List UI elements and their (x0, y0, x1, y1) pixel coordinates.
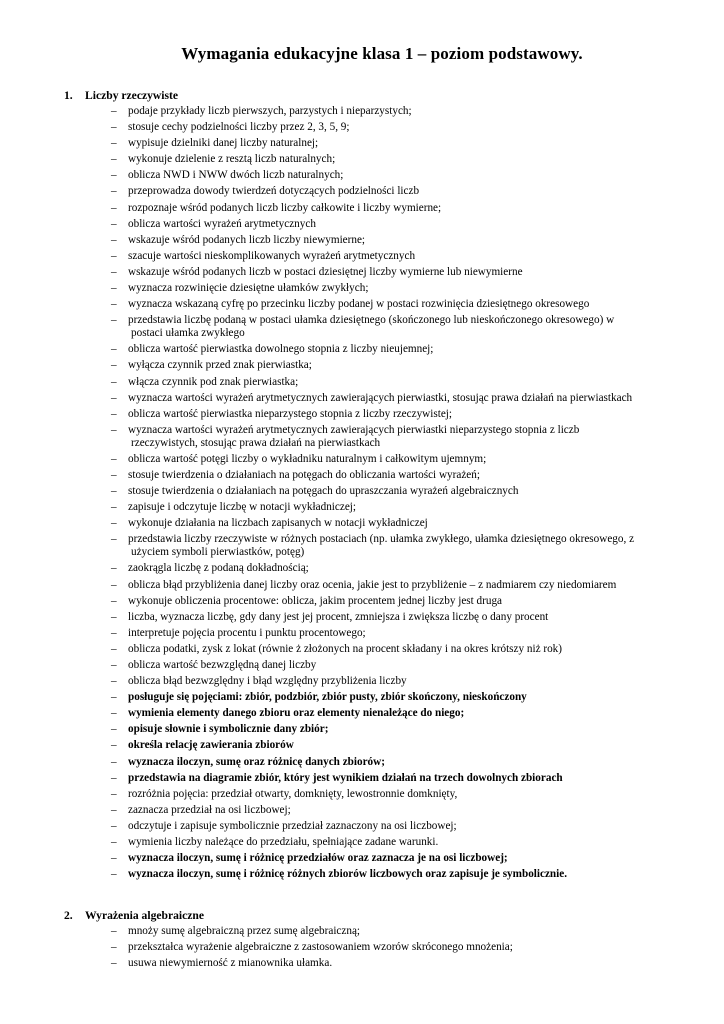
bullet-dash: – (111, 626, 117, 639)
list-item-text: mnoży sumę algebraiczną przez sumę algebraiczną; (128, 925, 361, 937)
list-item-text: liczba, wyznacza liczbę, gdy dany jest jej procent, zmniejsza i zwiększa liczbę o dany procent (128, 610, 549, 623)
bullet-dash: – (111, 105, 117, 117)
section-heading-2 (64, 909, 204, 922)
bullet-dash: – (111, 739, 117, 752)
list-item (0, 836, 724, 849)
bullet-dash: – (111, 803, 117, 816)
list-item (0, 501, 724, 514)
bullet-dash: – (111, 452, 117, 465)
list-item (0, 218, 724, 231)
list-item-text: posługuje się pojęciami: zbiór, podzbiór, zbiór pusty, zbiór skończony, nieskończony (128, 691, 527, 704)
list-item-text: oblicza wartości wyrażeń arytmetycznych (128, 217, 316, 230)
bullet-dash: – (111, 691, 117, 704)
list-item (0, 169, 724, 182)
bullet-dash: – (111, 169, 117, 182)
list-item (0, 723, 724, 736)
list-item (0, 202, 724, 215)
bullet-dash: – (111, 359, 117, 372)
list-item-text: wymienia elementy danego zbioru oraz elementy nienależące do niego; (128, 707, 465, 720)
list-item-text: przekształca wyrażenie algebraiczne z zastosowaniem wzorów skróconego mnożenia; (128, 941, 513, 954)
bullet-dash: – (111, 957, 117, 970)
list-item (0, 392, 724, 405)
section-heading-1 (64, 89, 178, 102)
list-item (0, 579, 724, 592)
bullet-dash: – (111, 343, 117, 356)
bullet-dash: – (111, 282, 117, 295)
section-number: 1. (64, 89, 73, 102)
list-item-text: wyznacza iloczyn, sumę oraz różnicę danych zbiorów; (128, 755, 385, 768)
list-item-text: określa relację zawierania zbiorów (128, 739, 294, 752)
bullet-dash: – (111, 771, 117, 784)
bullet-dash: – (111, 391, 117, 404)
bullet-dash: – (111, 675, 117, 688)
bullet-dash: – (111, 610, 117, 623)
list-item-text: oblicza wartość pierwiastka dowolnego stopnia z liczby nieujemnej; (128, 343, 434, 356)
list-item (0, 957, 724, 970)
section-title: Wyrażenia algebraiczne (85, 909, 205, 922)
list-item (0, 627, 724, 640)
list-item-text: wyznacza rozwinięcie dziesiętne ułamków zwykłych; (128, 282, 369, 295)
list-item (0, 925, 724, 938)
bullet-dash: – (111, 407, 117, 420)
list-item (0, 772, 724, 785)
list-item (0, 852, 724, 865)
list-item-text: zaznacza przedział na osi liczbowej; (128, 803, 291, 816)
list-item-text: usuwa niewymierność z mianownika ułamka. (128, 957, 333, 970)
list-item (0, 675, 724, 688)
list-item (0, 343, 724, 356)
bullet-dash: – (111, 852, 117, 865)
list-item-text: włącza czynnik pod znak pierwiastka; (128, 375, 299, 388)
bullet-dash: – (111, 819, 117, 832)
bullet-dash: – (111, 423, 117, 436)
list-item-text: opisuje słownie i symbolicznie dany zbiór; (128, 723, 329, 736)
bullet-dash: – (111, 375, 117, 388)
list-item (0, 469, 724, 482)
list-item (0, 121, 724, 134)
bullet-dash: – (111, 137, 117, 150)
page-title: Wymagania edukacyjne klasa 1 – poziom podstawowy. (181, 44, 583, 63)
bullet-dash: – (111, 594, 117, 607)
list-item (0, 185, 724, 198)
bullet-dash: – (111, 578, 117, 591)
list-item (0, 804, 724, 817)
list-item (0, 941, 724, 954)
list-item (0, 485, 724, 498)
bullet-dash: – (111, 121, 117, 134)
bullet-dash: – (111, 201, 117, 214)
list-item-text: stosuje cechy podzielności liczby przez 2, 3, 5, 9; (128, 121, 350, 134)
list-item (0, 595, 724, 608)
bullet-dash: – (111, 925, 117, 937)
list-item-text: przeprowadza dowody twierdzeń dotyczących podzielności liczb (128, 185, 420, 198)
list-item-text: wykonuje dzielenie z resztą liczb naturalnych; (128, 153, 336, 166)
list-item-text: odczytuje i zapisuje symbolicznie przedział zaznaczony na osi liczbowej; (128, 819, 457, 832)
bullet-dash: – (111, 787, 117, 800)
list-item (0, 707, 724, 720)
bullet-dash: – (111, 642, 117, 655)
bullet-dash: – (111, 707, 117, 720)
section-number: 2. (64, 909, 73, 922)
requirements-list-2 (0, 925, 724, 973)
bullet-dash: – (111, 501, 117, 514)
list-item (0, 820, 724, 833)
list-item-continuation: rzeczywistych, stosując prawa działań na pierwiastkach (131, 436, 381, 449)
bullet-dash: – (111, 249, 117, 262)
list-item-text: oblicza wartość pierwiastka nieparzystego stopnia z liczby rzeczywistej; (128, 407, 452, 420)
requirements-list-1 (0, 105, 724, 884)
list-item (0, 756, 724, 769)
list-item-text: wyłącza czynnik przed znak pierwiastka; (128, 359, 312, 372)
list-item-text: interpretuje pojęcia procentu i punktu procentowego; (128, 626, 366, 639)
bullet-dash: – (111, 562, 117, 575)
list-item (0, 643, 724, 656)
list-item (0, 137, 724, 150)
list-item (0, 517, 724, 530)
list-item-text: oblicza błąd bezwzględny i błąd względny przybliżenia liczby (128, 675, 407, 688)
list-item-text: stosuje twierdzenia o działaniach na potęgach do upraszczania wyrażeń algebraicznych (128, 485, 519, 498)
list-item-text: zaokrągla liczbę z podaną dokładnością; (128, 562, 309, 575)
list-item-text: wyznacza iloczyn, sumę i różnicę różnych zbiorów liczbowych oraz zapisuje je symbolicznie. (128, 868, 568, 881)
list-item-text: wyznacza iloczyn, sumę i różnicę przedziałów oraz zaznacza je na osi liczbowej; (128, 852, 508, 865)
list-item-text: wskazuje wśród podanych liczb liczby niewymierne; (128, 233, 366, 246)
list-item (0, 739, 724, 752)
list-item-continuation: postaci ułamka zwykłego (131, 327, 245, 340)
list-item (0, 424, 724, 450)
list-item-text: oblicza wartość potęgi liczby o wykładniku naturalnym i całkowitym ujemnym; (128, 452, 487, 465)
list-item-continuation: użyciem symboli pierwiastków, potęg) (131, 546, 305, 559)
list-item-text: zapisuje i odczytuje liczbę w notacji wykładniczej; (128, 501, 357, 514)
list-item (0, 788, 724, 801)
list-item-text: podaje przykłady liczb pierwszych, parzystych i nieparzystych; (128, 105, 412, 117)
list-item-text: szacuje wartości nieskomplikowanych wyrażeń arytmetycznych (128, 249, 416, 262)
list-item-text: wskazuje wśród podanych liczb w postaci dziesiętnej liczby wymierne lub niewymierne (128, 265, 523, 278)
list-item-text: rozróżnia pojęcia: przedział otwarty, domknięty, lewostronnie domknięty, (128, 787, 458, 800)
list-item-text: rozpoznaje wśród podanych liczb liczby całkowite i liczby wymierne; (128, 201, 442, 214)
list-item-text: oblicza podatki, zysk z lokat (równie ż złożonych na procent składany i na okres krótszy niż rok) (128, 642, 562, 655)
bullet-dash: – (111, 659, 117, 671)
list-item-text: stosuje twierdzenia o działaniach na potęgach do obliczania wartości wyrażeń; (128, 468, 480, 481)
list-item-text: wykonuje obliczenia procentowe: oblicza, jakim procentem jednej liczby jest druga (128, 594, 503, 607)
bullet-dash: – (111, 485, 117, 498)
list-item (0, 562, 724, 575)
list-item-text: oblicza błąd przybliżenia danej liczby oraz ocenia, jakie jest to przybliżenie – z nadmiarem czy niedomiarem (128, 578, 617, 591)
list-item-text: wykonuje działania na liczbach zapisanych w notacji wykładniczej (128, 517, 428, 530)
bullet-dash: – (111, 533, 117, 546)
bullet-dash: – (111, 517, 117, 530)
list-item (0, 376, 724, 389)
list-item-text: wyznacza wartości wyrażeń arytmetycznych zawierających pierwiastki, stosując prawa działań na pierwiastkach (128, 391, 633, 404)
bullet-dash: – (111, 233, 117, 246)
list-item (0, 611, 724, 624)
bullet-dash: – (111, 941, 117, 954)
list-item (0, 408, 724, 421)
list-item-text: oblicza NWD i NWW dwóch liczb naturalnych; (128, 169, 344, 182)
bullet-dash: – (111, 723, 117, 736)
list-item (0, 153, 724, 166)
list-item-text: przedstawia liczby rzeczywiste w różnych postaciach (np. ułamka zwykłego, ułamka dziesiętnego okresowego, z (128, 533, 635, 546)
bullet-dash: – (111, 265, 117, 278)
list-item (0, 533, 724, 559)
list-item (0, 453, 724, 466)
list-item-text: wymienia liczby należące do przedziału, spełniające zadane warunki. (128, 836, 439, 849)
list-item (0, 266, 724, 279)
list-item (0, 314, 724, 340)
bullet-dash: – (111, 868, 117, 881)
list-item (0, 234, 724, 247)
list-item (0, 659, 724, 672)
bullet-dash: – (111, 185, 117, 198)
list-item (0, 250, 724, 263)
bullet-dash: – (111, 217, 117, 230)
list-item-text: wyznacza wskazaną cyfrę po przecinku liczby podanej w postaci rozwinięcia dziesiętnego okresowego (128, 298, 590, 311)
list-item (0, 105, 724, 118)
list-item (0, 298, 724, 311)
list-item-text: przedstawia liczbę podaną w postaci ułamka dziesiętnego (skończonego lub nieskończonego okresowego) w (128, 314, 615, 327)
list-item (0, 359, 724, 372)
bullet-dash: – (111, 298, 117, 311)
list-item (0, 691, 724, 704)
list-item-text: wypisuje dzielniki danej liczby naturalnej; (128, 137, 319, 150)
list-item (0, 868, 724, 881)
bullet-dash: – (111, 836, 117, 849)
list-item (0, 282, 724, 295)
list-item-text: wyznacza wartości wyrażeń arytmetycznych zawierających pierwiastki nieparzystego stopnia z liczb (128, 423, 580, 436)
list-item-text: oblicza wartość bezwzględną danej liczby (128, 659, 317, 671)
list-item-text: przedstawia na diagramie zbiór, który jest wynikiem działań na trzech dowolnych zbiorach (128, 771, 563, 784)
bullet-dash: – (111, 314, 117, 327)
bullet-dash: – (111, 468, 117, 481)
section-title: Liczby rzeczywiste (85, 89, 179, 102)
bullet-dash: – (111, 153, 117, 166)
bullet-dash: – (111, 755, 117, 768)
